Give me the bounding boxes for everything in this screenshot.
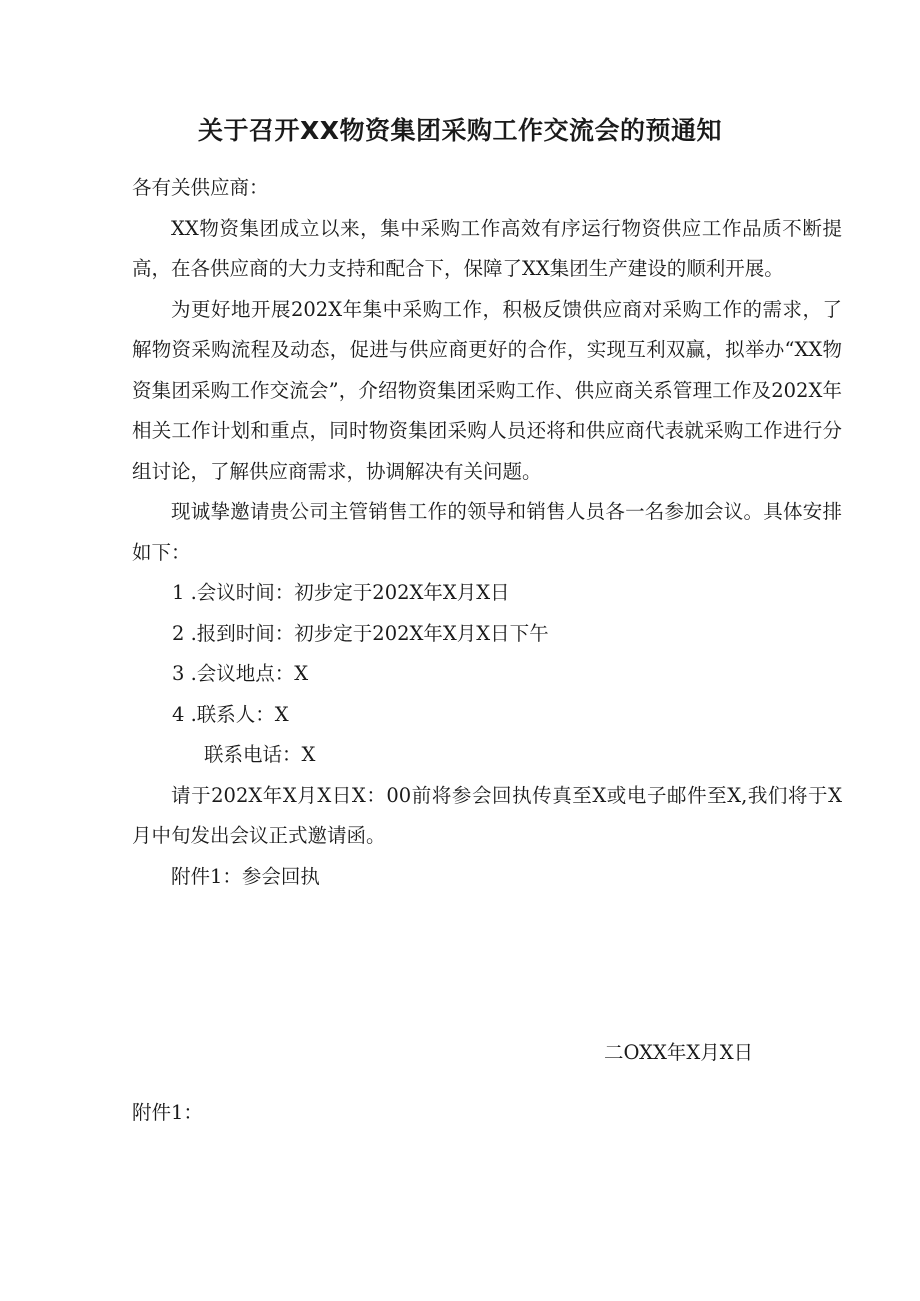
paragraph-intro: XX物资集团成立以来，集中采购工作高效有序运行物资供应工作品质不断提高，在各供应商的大力支持和配合下，保障了XX集团生产建设的顺利开展。 (132, 216, 842, 280)
paragraph-deadline: 请于202X年X月X日X：00前将参会回执传真至X或电子邮件至X,我们将于X月中旬发出会议正式邀请函。 (132, 783, 842, 847)
paragraph-purpose: 为更好地开展202X年集中采购工作，积极反馈供应商对采购工作的需求，了解物资采购流程及动态，促进与供应商更好的合作，实现互利双赢，拟举办“XX物资集团采购工作交流会”，介绍物资集团采购工作、供应商关系管理工作及202X年相关工作计划和重点，同时物资集团采购人员还将和供应商代表就采购工作进行分组讨论，了解供应商需求，协调解决有关问题。 (132, 297, 842, 483)
salutation: 各有关供应商： (132, 176, 269, 199)
attachment-line: 附件1：参会回执 (171, 864, 320, 888)
attachment-label: 附件1： (132, 1101, 203, 1124)
list-item-checkin-time: 2 .报到时间：初步定于202X年X月X日下午 (172, 621, 549, 645)
document-title: 关于召开XX物资集团采购工作交流会的预通知 (197, 116, 723, 145)
document-body (132, 168, 842, 897)
list-item-meeting-location: 3 .会议地点：X (172, 662, 309, 685)
paragraph-invitation: 现诚挚邀请贵公司主管销售工作的领导和销售人员各一名参加会议。具体安排如下： (132, 500, 842, 564)
list-item-contact-person: 4 .联系人：X (172, 702, 289, 726)
contact-phone: 联系电话：X (204, 743, 316, 766)
list-item-meeting-time: 1 .会议时间：初步定于202X年X月X日 (172, 581, 510, 604)
document-date: 二OXX年X月X日 (604, 1041, 754, 1064)
